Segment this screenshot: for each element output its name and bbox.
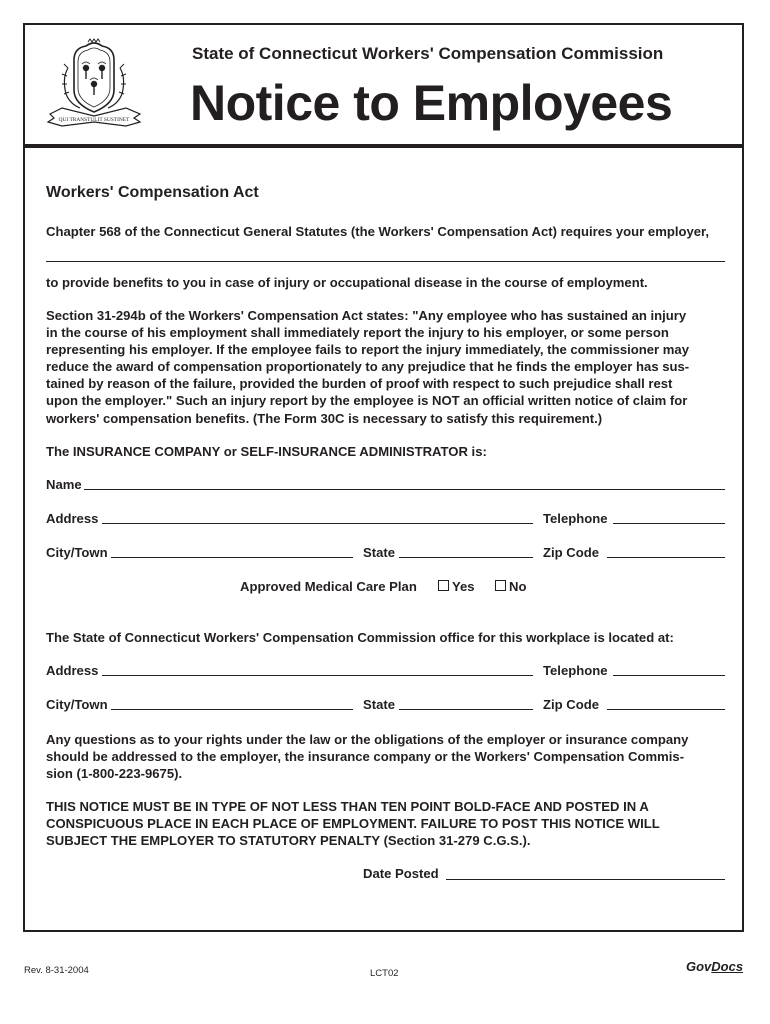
brand-suffix: Docs xyxy=(711,959,744,974)
paragraph-line: representing his employer. If the employee fails to report the injury immediately, the commissioner may xyxy=(46,342,689,358)
yes-label: Yes xyxy=(452,579,475,594)
office-address-field[interactable] xyxy=(102,675,533,676)
intro-line-1: Chapter 568 of the Connecticut General Statutes (the Workers' Compensation Act) requires your employer, xyxy=(46,224,710,239)
paragraph-line: tained by reason of the failure, provided the burden of proof with respect to such prejudice shall rest xyxy=(46,376,673,392)
paragraph-line: reduce the award of compensation proportionately to any prejudice that he finds the employer has sus- xyxy=(46,359,690,375)
svg-text:QUI TRANSTULIT SUSTINET: QUI TRANSTULIT SUSTINET xyxy=(58,117,130,123)
posting-notice-paragraph xyxy=(46,798,726,849)
paragraph-line: in the course of his employment shall immediately report the injury to his employer, or some person xyxy=(46,325,669,341)
insurer-zip-field[interactable] xyxy=(607,557,725,558)
office-city-label: City/Town xyxy=(46,697,108,712)
insurer-state-field[interactable] xyxy=(399,557,533,558)
paragraph-line: Any questions as to your rights under the law or the obligations of the employer or insurance company xyxy=(46,732,689,747)
paragraph-line: upon the employer." Such an injury report by the employee is NOT an official written notice of claim for xyxy=(46,393,688,409)
section-31-294b-paragraph xyxy=(46,307,726,427)
govdocs-logo xyxy=(686,959,743,974)
section-title: Workers' Compensation Act xyxy=(46,184,259,201)
medical-plan-label: Approved Medical Care Plan xyxy=(240,579,417,594)
state-seal-icon xyxy=(44,38,150,130)
intro-line-2: to provide benefits to you in case of injury or occupational disease in the course of employment. xyxy=(46,275,648,290)
date-posted-label: Date Posted xyxy=(363,866,439,881)
revision-date: Rev. 8-31-2004 xyxy=(24,965,89,976)
office-address-label: Address xyxy=(46,663,99,678)
paragraph-line: sion (1-800-223-9675). xyxy=(46,766,183,782)
employer-name-line[interactable] xyxy=(46,261,725,262)
header-divider xyxy=(23,144,744,148)
no-checkbox[interactable] xyxy=(495,580,506,591)
paragraph-line: THIS NOTICE MUST BE IN TYPE OF NOT LESS THAN TEN POINT BOLD-FACE AND POSTED IN A xyxy=(46,799,649,814)
office-city-field[interactable] xyxy=(111,709,353,710)
insurer-address-field[interactable] xyxy=(102,523,533,524)
office-telephone-label: Telephone xyxy=(543,663,608,678)
paragraph-line: Section 31-294b of the Workers' Compensation Act states: "Any employee who has sustained an injury xyxy=(46,308,687,323)
insurer-state-label: State xyxy=(363,545,396,560)
notice-frame xyxy=(23,23,744,932)
office-state-label: State xyxy=(363,697,396,712)
insurer-telephone-field[interactable] xyxy=(613,523,725,524)
medical-plan-no-option[interactable] xyxy=(495,579,526,594)
paragraph-line: should be addressed to the employer, the insurance company or the Workers' Compensation Commis- xyxy=(46,749,685,765)
office-zip-field[interactable] xyxy=(607,709,725,710)
insurer-address-label: Address xyxy=(46,511,99,526)
no-label: No xyxy=(509,579,527,594)
medical-plan-yes-option[interactable] xyxy=(438,579,475,594)
insurer-telephone-label: Telephone xyxy=(543,511,608,526)
brand-prefix: Gov xyxy=(686,959,712,974)
yes-checkbox[interactable] xyxy=(438,580,449,591)
insurer-city-field[interactable] xyxy=(111,557,353,558)
agency-name: State of Connecticut Workers' Compensation Commission xyxy=(192,44,664,63)
office-telephone-field[interactable] xyxy=(613,675,725,676)
paragraph-line: SUBJECT THE EMPLOYER TO STATUTORY PENALTY (Section 31-279 C.G.S.). xyxy=(46,833,531,849)
office-state-field[interactable] xyxy=(399,709,533,710)
paragraph-line: workers' compensation benefits. (The Form 30C is necessary to satisfy this requirement.) xyxy=(46,410,603,426)
insurer-zip-label: Zip Code xyxy=(543,545,600,560)
insurer-name-field[interactable] xyxy=(84,489,725,490)
commission-office-heading: The State of Connecticut Workers' Compensation Commission office for this workplace is located at: xyxy=(46,630,674,645)
insurer-city-label: City/Town xyxy=(46,545,108,560)
date-posted-field[interactable] xyxy=(446,879,725,880)
page-title: Notice to Employees xyxy=(190,75,673,131)
insurer-heading: The INSURANCE COMPANY or SELF-INSURANCE ADMINISTRATOR is: xyxy=(46,444,487,459)
office-zip-label: Zip Code xyxy=(543,697,600,712)
questions-paragraph xyxy=(46,731,726,782)
paragraph-line: CONSPICUOUS PLACE IN EACH PLACE OF EMPLOYMENT. FAILURE TO POST THIS NOTICE WILL xyxy=(46,816,660,832)
form-code: LCT02 xyxy=(370,968,399,979)
insurer-name-label: Name xyxy=(46,477,82,492)
